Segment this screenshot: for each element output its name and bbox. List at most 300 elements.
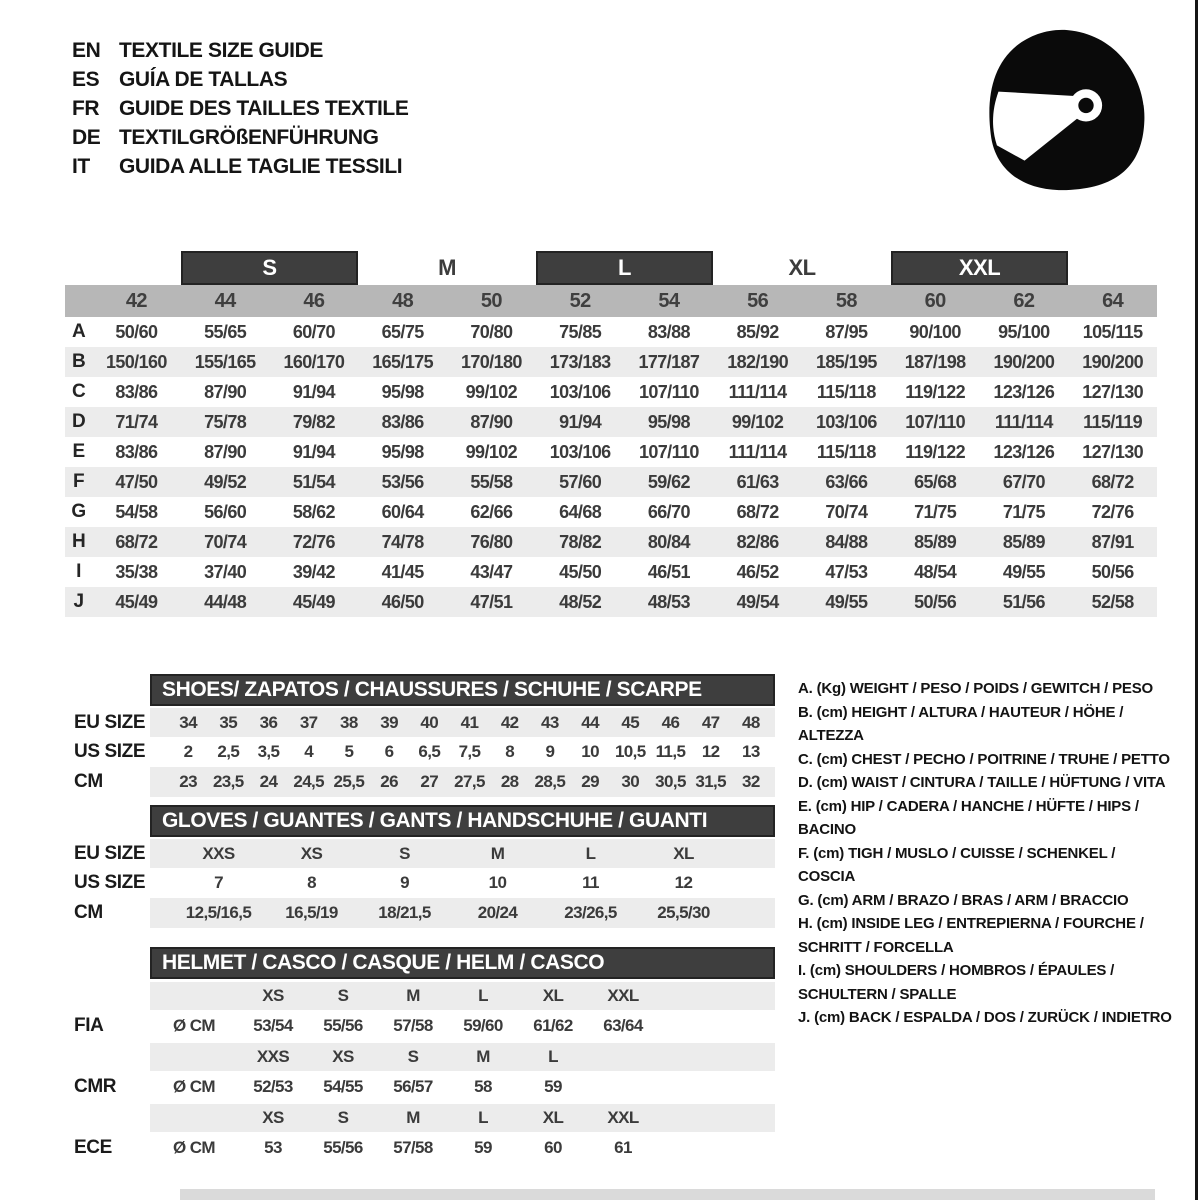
size-value: 74/78 <box>381 531 424 552</box>
size-value: 46/50 <box>381 591 424 612</box>
size-value: 45/50 <box>559 561 602 582</box>
helmet-cmr-unit: Ø CM <box>173 1076 215 1096</box>
shoes-value: 34 <box>179 712 197 732</box>
size-value: 64/68 <box>559 501 602 522</box>
helmet-fia-value: 53/54 <box>253 1015 293 1035</box>
size-value: 95/98 <box>381 441 424 462</box>
shoes-value: 7,5 <box>458 742 481 761</box>
legend-entry: A. (Kg) WEIGHT / PESO / POIDS / GEWITCH / PESO <box>798 680 1153 697</box>
size-value: 60/64 <box>381 501 424 522</box>
helmet-sizes-value: S <box>337 986 349 1005</box>
language-row <box>72 36 408 65</box>
size-value: 60/70 <box>292 321 335 342</box>
size-value: 150/160 <box>105 351 167 372</box>
size-value: 70/74 <box>825 501 868 522</box>
size-value: 50/60 <box>115 321 158 342</box>
size-value: 103/106 <box>815 411 877 432</box>
helmet-cmr-value: 59 <box>544 1076 562 1096</box>
shoes-value: 31,5 <box>695 772 727 791</box>
shoes-value: 6 <box>384 742 394 761</box>
size-value: 190/200 <box>1082 351 1144 372</box>
measurement-row-f <box>65 467 1157 497</box>
shoes-value: 42 <box>500 712 519 732</box>
helmet-sizes-value: L <box>478 1108 488 1127</box>
shoes-row-label: CM <box>74 771 103 792</box>
helmet-fia-value: 61/62 <box>533 1015 573 1035</box>
measurement-row-h <box>65 527 1157 557</box>
helmet-ece-value: 60 <box>544 1137 562 1157</box>
language-row <box>72 94 408 123</box>
legend-entry: E. (cm) HIP / CADERA / HANCHE / HÜFTE / HIPS / BACINO <box>798 797 1139 838</box>
helmet-sizes-value: XS <box>262 1108 284 1127</box>
shoes-value: 35 <box>219 712 238 732</box>
size-value: 83/86 <box>115 381 158 402</box>
helmet-fia-value: 63/64 <box>603 1015 643 1035</box>
measurement-row-e <box>65 437 1157 467</box>
helmet-sizes-value: L <box>548 1047 558 1066</box>
gloves-value: XXS <box>202 843 235 863</box>
shoes-value: 41 <box>460 712 479 732</box>
size-value: 37/40 <box>204 561 247 582</box>
helmet-ece-value: 59 <box>474 1137 492 1157</box>
size-value: 79/82 <box>292 411 335 432</box>
legend-entry: F. (cm) TIGH / MUSLO / CUISSE / SCHENKEL / COSCIA <box>798 844 1116 885</box>
measurement-row-g <box>65 497 1157 527</box>
size-value: 84/88 <box>825 531 868 552</box>
language-code: EN <box>72 38 101 62</box>
shoes-value: 10,5 <box>614 742 646 761</box>
language-code: ES <box>72 67 100 91</box>
size-value: 68/72 <box>1091 471 1134 492</box>
size-value: 95/98 <box>381 381 424 402</box>
size-value: 165/175 <box>372 351 434 372</box>
gloves-row <box>65 898 777 928</box>
shoes-title: SHOES/ ZAPATOS / CHAUSSURES / SCHUHE / SCARPE <box>150 674 775 706</box>
letter-size-header-row <box>65 251 1157 285</box>
helmet-sizes-band <box>150 1104 775 1132</box>
legend-entry: I. (cm) SHOULDERS / HOMBROS / ÉPAULES / SCHULTERN / SPALLE <box>798 962 1115 1003</box>
gloves-value: L <box>585 843 596 863</box>
shoes-value: 25,5 <box>333 772 365 791</box>
shoes-value: 45 <box>621 712 640 732</box>
helmet-fia-value: 59/60 <box>463 1015 503 1035</box>
letter-size-m: M <box>438 255 456 280</box>
helmet-ece-unit: Ø CM <box>173 1137 215 1157</box>
language-code: DE <box>72 125 101 149</box>
size-value: 70/74 <box>204 531 247 552</box>
helmet-ece-value: 53 <box>264 1137 282 1157</box>
gloves-value: 10 <box>488 873 507 892</box>
row-letter: C <box>71 381 86 402</box>
helmet-ece-value: 61 <box>614 1137 632 1157</box>
gloves-value: 18/21,5 <box>378 903 431 922</box>
size-value: 187/198 <box>904 351 966 372</box>
numeric-size: 62 <box>1013 289 1035 312</box>
helmet-ece-row <box>65 1132 777 1163</box>
shoes-row <box>65 767 777 797</box>
helmet-ece-value: 55/56 <box>323 1137 363 1157</box>
helmet-fia-band <box>150 1010 775 1041</box>
legend-entry: H. (cm) INSIDE LEG / ENTREPIERNA / FOURCHE / SCHRITT / FORCELLA <box>798 915 1144 956</box>
shoes-value: 8 <box>505 742 515 761</box>
size-value: 127/130 <box>1082 441 1144 462</box>
shoes-value: 43 <box>541 712 559 732</box>
size-value: 75/78 <box>204 411 247 432</box>
shoes-value: 11,5 <box>655 742 686 761</box>
size-value: 47/50 <box>115 471 158 492</box>
size-value: 123/126 <box>993 381 1055 402</box>
shoes-value: 29 <box>581 772 599 791</box>
helmet-cmr-row <box>65 1071 777 1102</box>
language-code: FR <box>72 96 100 120</box>
language-row <box>72 123 408 152</box>
language-row <box>72 152 408 181</box>
gloves-value: 12 <box>674 873 693 892</box>
size-value: 190/200 <box>993 351 1055 372</box>
size-value: 71/75 <box>1002 501 1045 522</box>
shoes-value: 37 <box>299 712 318 732</box>
shoes-value: 5 <box>344 742 354 761</box>
helmet-ece-value: 57/58 <box>393 1137 433 1157</box>
size-value: 68/72 <box>736 501 779 522</box>
size-value: 49/54 <box>736 591 779 612</box>
size-value: 87/90 <box>204 381 247 402</box>
page-edge-line <box>1195 0 1198 1200</box>
shoes-value: 44 <box>581 712 599 732</box>
shoes-value: 48 <box>742 712 760 732</box>
row-letter: J <box>73 591 84 612</box>
size-value: 99/102 <box>731 411 784 432</box>
legend-entry: B. (cm) HEIGHT / ALTURA / HAUTEUR / HÖHE / ALTEZZA <box>798 703 1124 744</box>
shoes-value: 23 <box>179 772 197 791</box>
legend-entry: G. (cm) ARM / BRAZO / BRAS / ARM / BRACCIO <box>798 891 1129 909</box>
legend-entry: D. (cm) WAIST / CINTURA / TAILLE / HÜFTUNG / VITA <box>798 774 1166 791</box>
size-value: 65/68 <box>914 471 957 492</box>
corner-cell <box>65 285 92 317</box>
shoes-value: 27,5 <box>454 772 485 791</box>
gloves-value: 11 <box>582 873 599 892</box>
numeric-size: 60 <box>924 289 946 312</box>
cropped-row-strip <box>180 1189 1155 1200</box>
language-code: IT <box>72 154 90 178</box>
gloves-row-label: EU SIZE <box>74 842 146 864</box>
size-value: 160/170 <box>283 351 345 372</box>
numeric-size: 56 <box>747 289 769 312</box>
helmet-sizes-value: XXL <box>607 986 639 1005</box>
shoes-value: 13 <box>742 742 760 761</box>
shoes-band <box>150 737 775 767</box>
size-value: 56/60 <box>204 501 247 522</box>
helmet-cmr-value: 56/57 <box>393 1076 433 1096</box>
size-value: 67/70 <box>1002 471 1045 492</box>
shoes-value: 23,5 <box>212 772 244 791</box>
numeric-size: 58 <box>835 289 857 312</box>
shoes-row-label: US SIZE <box>74 741 146 762</box>
size-value: 83/86 <box>115 441 158 462</box>
helmet-sizes-band <box>150 982 775 1010</box>
size-value: 103/106 <box>549 381 611 402</box>
language-title: GUIDE DES TAILLES TEXTILE <box>119 96 409 120</box>
row-letter: A <box>71 321 86 342</box>
row-letter: I <box>76 561 81 582</box>
size-value: 65/75 <box>381 321 424 342</box>
gloves-value: 25,5/30 <box>657 903 710 922</box>
letter-size-xl: XL <box>788 255 816 280</box>
accessory-size-tables <box>65 674 777 1165</box>
size-value: 107/110 <box>638 441 699 462</box>
measurement-row-d <box>65 407 1157 437</box>
size-value: 107/110 <box>905 411 966 432</box>
size-value: 55/58 <box>470 471 513 492</box>
size-value: 44/48 <box>204 591 247 612</box>
language-title-list <box>72 36 408 181</box>
shoes-row <box>65 708 777 737</box>
measurement-row-b <box>65 347 1157 377</box>
size-value: 62/66 <box>470 501 513 522</box>
size-value: 173/183 <box>549 351 611 372</box>
size-value: 70/80 <box>470 321 513 342</box>
shoes-band <box>150 708 775 737</box>
gloves-value: 12,5/16,5 <box>185 903 252 922</box>
gloves-row <box>65 868 777 898</box>
gloves-value: 23/26,5 <box>564 903 617 922</box>
size-value: 51/56 <box>1002 591 1045 612</box>
size-value: 68/72 <box>115 531 158 552</box>
helmet-sizes-value: XL <box>542 986 564 1005</box>
gloves-value: 20/24 <box>477 903 518 922</box>
measurement-row-a <box>65 317 1157 347</box>
size-value: 49/55 <box>825 591 868 612</box>
letter-size-xxl: XXL <box>891 251 1069 285</box>
size-value: 72/76 <box>1091 501 1134 522</box>
size-value: 87/95 <box>825 321 868 342</box>
measurement-row-j <box>65 587 1157 617</box>
row-letter: F <box>72 471 84 492</box>
row-letter: E <box>72 441 85 462</box>
letter-size-s: S <box>181 251 359 285</box>
helmet-fia-row <box>65 1010 777 1041</box>
numeric-size: 48 <box>392 289 414 312</box>
helmet-cmr-value: 58 <box>474 1076 492 1096</box>
gloves-value: 9 <box>400 873 409 892</box>
row-letter: G <box>71 501 86 522</box>
size-value: 43/47 <box>470 561 513 582</box>
size-value: 103/106 <box>549 441 611 462</box>
gloves-row-label: CM <box>74 902 103 923</box>
textile-size-table <box>65 251 1157 617</box>
size-value: 53/56 <box>381 471 424 492</box>
shoes-value: 28 <box>500 772 519 791</box>
size-value: 182/190 <box>727 351 789 372</box>
size-value: 85/89 <box>914 531 957 552</box>
helmet-cmr-band <box>150 1071 775 1102</box>
size-value: 66/70 <box>647 501 690 522</box>
shoes-value: 47 <box>701 712 720 732</box>
shoes-value: 30,5 <box>655 772 686 791</box>
gloves-value: M <box>490 843 505 863</box>
helmet-ece-band <box>150 1132 775 1163</box>
helmet-fia-value: 57/58 <box>393 1015 433 1035</box>
racing-helmet-icon <box>972 24 1157 196</box>
size-value: 51/54 <box>292 471 335 492</box>
size-value: 90/100 <box>909 321 961 342</box>
gloves-value: S <box>399 843 410 863</box>
gloves-header-row <box>65 805 777 837</box>
size-value: 57/60 <box>559 471 602 492</box>
size-value: 78/82 <box>559 531 602 552</box>
size-value: 55/65 <box>204 321 247 342</box>
shoes-value: 39 <box>380 712 398 732</box>
empty-label <box>65 1104 150 1132</box>
numeric-size: 46 <box>303 289 325 312</box>
helmet-sizes-value: XXL <box>607 1108 639 1127</box>
numeric-size: 42 <box>125 289 147 312</box>
helmet-sizes-row <box>65 982 777 1010</box>
gloves-band <box>150 898 775 928</box>
shoes-value: 2,5 <box>217 742 240 761</box>
size-value: 50/56 <box>914 591 957 612</box>
shoes-row <box>65 737 777 767</box>
size-value: 48/54 <box>914 561 957 582</box>
gloves-value: XL <box>673 843 694 863</box>
size-value: 47/51 <box>470 591 513 612</box>
size-value: 83/88 <box>647 321 690 342</box>
row-letter: B <box>71 351 86 372</box>
shoes-value: 38 <box>340 712 358 732</box>
helmet-fia-unit: Ø CM <box>173 1015 215 1035</box>
size-value: 71/75 <box>914 501 957 522</box>
numeric-size: 52 <box>569 289 591 312</box>
gloves-value: XS <box>300 843 323 863</box>
helmet-sizes-value: XS <box>332 1047 354 1066</box>
shoes-value: 4 <box>304 742 314 761</box>
shoes-value: 24 <box>259 772 278 791</box>
language-title: GUIDA ALLE TAGLIE TESSILI <box>119 154 403 178</box>
shoes-value: 27 <box>420 772 439 791</box>
size-value: 85/89 <box>1002 531 1045 552</box>
shoes-value: 36 <box>259 712 278 732</box>
gloves-value: 8 <box>307 873 316 892</box>
size-value: 91/94 <box>292 381 335 402</box>
size-value: 111/114 <box>994 411 1053 432</box>
numeric-size: 50 <box>480 289 502 312</box>
shoes-value: 3,5 <box>257 742 280 761</box>
helmet-sizes-value: S <box>337 1108 349 1127</box>
shoes-value: 32 <box>742 772 760 791</box>
gloves-value: 7 <box>214 873 223 892</box>
size-value: 111/114 <box>728 441 787 462</box>
size-value: 72/76 <box>292 531 335 552</box>
size-value: 75/85 <box>559 321 602 342</box>
size-value: 58/62 <box>292 501 335 522</box>
size-value: 54/58 <box>115 501 158 522</box>
size-value: 47/53 <box>825 561 868 582</box>
size-value: 107/110 <box>638 381 699 402</box>
gloves-band <box>150 839 775 868</box>
language-row <box>72 65 408 94</box>
size-value: 115/118 <box>816 441 876 462</box>
legend-entry: C. (cm) CHEST / PECHO / POITRINE / TRUHE / PETTO <box>798 750 1170 768</box>
numeric-size-header-row <box>65 285 1157 317</box>
size-value: 185/195 <box>815 351 877 372</box>
helmet-sizes-value: S <box>407 1047 419 1066</box>
language-title: GUÍA DE TALLAS <box>119 67 288 91</box>
size-value: 105/115 <box>1082 321 1143 342</box>
shoes-header-row <box>65 674 777 706</box>
row-letter: H <box>71 531 86 552</box>
size-value: 85/92 <box>736 321 779 342</box>
helmet-sizes-value: XL <box>542 1108 564 1127</box>
helmet-title: HELMET / CASCO / CASQUE / HELM / CASCO <box>150 947 775 979</box>
size-value: 91/94 <box>559 411 602 432</box>
helmet-sizes-value: XXS <box>256 1047 290 1066</box>
shoes-value: 10 <box>581 742 599 761</box>
shoes-value: 9 <box>545 742 555 761</box>
helmet-header-row <box>65 947 777 979</box>
size-value: 115/118 <box>816 381 876 402</box>
helmet-cmr-row-label: CMR <box>74 1075 117 1097</box>
size-value: 83/86 <box>381 411 424 432</box>
numeric-size: 44 <box>214 289 236 312</box>
size-value: 170/180 <box>460 351 522 372</box>
size-value: 71/74 <box>115 411 158 432</box>
helmet-sizes-row <box>65 1104 777 1132</box>
size-value: 61/63 <box>736 471 779 492</box>
size-value: 87/90 <box>204 441 247 462</box>
size-value: 99/102 <box>465 381 518 402</box>
measurement-legend <box>798 677 1172 1030</box>
size-value: 46/51 <box>647 561 690 582</box>
size-value: 127/130 <box>1082 381 1144 402</box>
numeric-size: 54 <box>658 289 680 312</box>
size-value: 123/126 <box>993 441 1055 462</box>
size-value: 99/102 <box>465 441 518 462</box>
shoes-value: 2 <box>183 742 193 761</box>
measurement-row-c <box>65 377 1157 407</box>
legend-entry: J. (cm) BACK / ESPALDA / DOS / ZURÜCK / INDIETRO <box>798 1009 1172 1026</box>
measurement-row-i <box>65 557 1157 587</box>
row-letter: D <box>71 411 86 432</box>
size-value: 115/119 <box>1083 411 1143 432</box>
helmet-cmr-value: 54/55 <box>323 1076 363 1096</box>
gloves-row <box>65 839 777 868</box>
helmet-sizes-value: M <box>476 1047 490 1066</box>
helmet-sizes-value: L <box>478 986 488 1005</box>
empty-label <box>65 982 150 1010</box>
size-value: 48/53 <box>647 591 690 612</box>
size-value: 80/84 <box>647 531 690 552</box>
shoes-row-label: EU SIZE <box>74 711 146 733</box>
size-value: 76/80 <box>470 531 513 552</box>
helmet-sizes-band <box>150 1043 775 1071</box>
language-title: TEXTILGRÖßENFÜHRUNG <box>119 125 379 149</box>
helmet-sizes-value: M <box>406 986 420 1005</box>
shoes-value: 30 <box>621 772 640 791</box>
shoes-value: 28,5 <box>534 772 566 791</box>
size-value: 63/66 <box>825 471 868 492</box>
gloves-band <box>150 868 775 898</box>
shoes-value: 24,5 <box>293 772 325 791</box>
size-value: 95/98 <box>647 411 690 432</box>
shoes-value: 6,5 <box>418 742 441 761</box>
size-value: 52/58 <box>1091 591 1134 612</box>
helmet-sizes-value: M <box>406 1108 420 1127</box>
helmet-cmr-value: 52/53 <box>253 1076 293 1096</box>
size-value: 46/52 <box>736 561 779 582</box>
size-value: 82/86 <box>736 531 779 552</box>
size-value: 35/38 <box>115 561 158 582</box>
size-value: 39/42 <box>292 561 335 582</box>
